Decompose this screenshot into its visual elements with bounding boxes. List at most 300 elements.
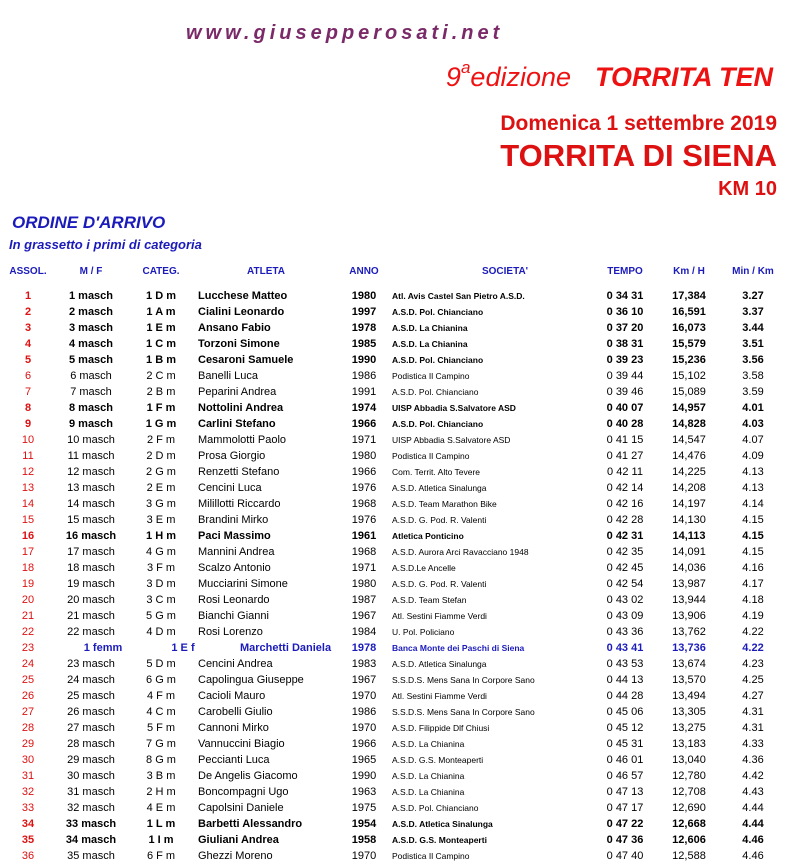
- cell-tempo: 0 39 23: [606, 354, 644, 366]
- cell-tempo: 0 46 01: [606, 754, 644, 766]
- table-row: [0, 736, 785, 752]
- cell-assol: 35: [21, 834, 35, 846]
- cell-assol: 7: [24, 386, 32, 398]
- cell-minkm: 3.56: [742, 354, 764, 366]
- cell-assol: 25: [21, 674, 35, 686]
- cell-anno: 1961: [351, 530, 377, 542]
- cell-anno: 1985: [351, 338, 377, 350]
- cell-atleta: Mammolotti Paolo: [198, 434, 287, 446]
- cell-categ: 4 E m: [146, 802, 176, 814]
- cell-kmh: 15,089: [672, 386, 706, 398]
- cell-minkm: 4.22: [742, 642, 764, 654]
- cell-anno: 1976: [351, 482, 377, 494]
- cell-assol: 20: [21, 594, 35, 606]
- cell-categ: 1 F m: [146, 402, 176, 414]
- cell-categ: 1 I m: [148, 834, 174, 846]
- cell-kmh: 13,275: [672, 722, 706, 734]
- cell-mf: 10 masch: [67, 434, 115, 446]
- cell-tempo: 0 39 46: [606, 386, 644, 398]
- cell-minkm: 4.23: [742, 658, 764, 670]
- cell-mf: 4 masch: [68, 338, 114, 350]
- event-distance: KM 10: [718, 178, 777, 200]
- cell-kmh: 14,225: [672, 466, 706, 478]
- cell-societa: A.S.D. Pol. Chianciano: [392, 803, 479, 813]
- cell-categ: 1 B m: [146, 354, 176, 366]
- cell-categ: 3 E m: [146, 514, 176, 526]
- cell-atleta: Prosa Giorgio: [198, 450, 266, 462]
- cell-mf: 14 masch: [67, 498, 115, 510]
- cell-mf: 13 masch: [67, 482, 115, 494]
- cell-tempo: 0 41 27: [606, 450, 644, 462]
- cell-atleta: Capolsini Daniele: [198, 802, 284, 814]
- cell-assol: 32: [21, 786, 35, 798]
- cell-assol: 1: [24, 290, 32, 302]
- cell-atleta: Scalzo Antonio: [198, 562, 271, 574]
- cell-minkm: 4.16: [742, 562, 764, 574]
- cell-anno: 1974: [351, 402, 377, 414]
- cell-anno: 1984: [351, 626, 377, 638]
- cell-assol: 13: [21, 482, 35, 494]
- cell-kmh: 15,236: [672, 354, 706, 366]
- cell-tempo: 0 36 10: [606, 306, 644, 318]
- cell-minkm: 4.25: [742, 674, 764, 686]
- cell-minkm: 3.27: [742, 290, 764, 302]
- cell-societa: A.S.D. Atletica Sinalunga: [392, 659, 487, 669]
- table-row: [0, 336, 785, 352]
- cell-atleta: Mucciarini Simone: [198, 578, 288, 590]
- cell-tempo: 0 40 07: [606, 402, 644, 414]
- cell-kmh: 12,708: [672, 786, 706, 798]
- cell-minkm: 4.01: [742, 402, 764, 414]
- cell-atleta: Paci Massimo: [198, 530, 271, 542]
- col-header-societa: SOCIETA': [481, 266, 529, 277]
- cell-kmh: 14,113: [672, 530, 706, 542]
- cell-kmh: 12,690: [672, 802, 706, 814]
- cell-minkm: 4.31: [742, 706, 764, 718]
- cell-minkm: 3.44: [742, 322, 764, 334]
- cell-kmh: 13,944: [672, 594, 706, 606]
- site-url: www.giusepperosati.net: [186, 22, 504, 44]
- table-row: [0, 688, 785, 704]
- table-row: [0, 608, 785, 624]
- cell-anno: 1966: [351, 738, 377, 750]
- cell-tempo: 0 43 53: [606, 658, 644, 670]
- cell-tempo: 0 42 31: [606, 530, 644, 542]
- cell-societa: A.S.D. Filippide Dlf Chiusi: [392, 723, 490, 733]
- cell-atleta: Boncompagni Ugo: [198, 786, 289, 798]
- cell-societa: Podistica Il Campino: [392, 451, 470, 461]
- cell-societa: A.S.D. Pol. Chianciano: [392, 307, 484, 317]
- cell-categ: 2 C m: [146, 370, 176, 382]
- cell-minkm: 4.13: [742, 466, 764, 478]
- cell-categ: 6 F m: [146, 850, 176, 862]
- cell-atleta: De Angelis Giacomo: [198, 770, 298, 782]
- col-header-categ: CATEG.: [142, 266, 180, 277]
- cell-anno: 1970: [351, 722, 377, 734]
- table-row: [0, 448, 785, 464]
- cell-minkm: 4.18: [742, 594, 764, 606]
- cell-minkm: 4.13: [742, 482, 764, 494]
- cell-assol: 26: [21, 690, 35, 702]
- cell-mf: 12 masch: [67, 466, 115, 478]
- cell-kmh: 13,494: [672, 690, 706, 702]
- table-row: [0, 480, 785, 496]
- table-row: [0, 432, 785, 448]
- cell-societa: Banca Monte dei Paschi di Siena: [392, 643, 525, 653]
- table-row: [0, 784, 785, 800]
- table-row: [0, 704, 785, 720]
- cell-societa: Atl. Avis Castel San Pietro A.S.D.: [392, 291, 525, 301]
- cell-kmh: 13,762: [672, 626, 706, 638]
- cell-anno: 1970: [351, 690, 377, 702]
- cell-minkm: 4.44: [742, 818, 764, 830]
- cell-societa: A.S.D. G. Pod. R. Valenti: [392, 579, 487, 589]
- table-row: [0, 592, 785, 608]
- cell-minkm: 3.58: [742, 370, 764, 382]
- cell-minkm: 3.59: [742, 386, 764, 398]
- cell-kmh: 14,957: [672, 402, 706, 414]
- cell-atleta: Ghezzi Moreno: [198, 850, 273, 862]
- cell-anno: 1963: [351, 786, 377, 798]
- cell-assol: 6: [24, 370, 32, 382]
- cell-categ: 4 D m: [146, 626, 176, 638]
- cell-minkm: 4.15: [742, 546, 764, 558]
- cell-assol: 10: [21, 434, 35, 446]
- cell-tempo: 0 45 31: [606, 738, 644, 750]
- cell-categ: 2 H m: [146, 786, 176, 798]
- cell-tempo: 0 47 13: [606, 786, 644, 798]
- cell-categ: 4 F m: [146, 690, 176, 702]
- cell-mf: 35 masch: [67, 850, 115, 862]
- cell-minkm: 4.14: [742, 498, 764, 510]
- cell-mf: 7 masch: [70, 386, 112, 398]
- cell-atleta: Milillotti Riccardo: [198, 498, 281, 510]
- cell-kmh: 13,674: [672, 658, 706, 670]
- table-row: [0, 496, 785, 512]
- cell-tempo: 0 44 28: [606, 690, 644, 702]
- cell-atleta: Mannini Andrea: [198, 546, 275, 558]
- cell-categ: 2 E m: [146, 482, 176, 494]
- cell-societa: A.S.D. G.S. Monteaperti: [392, 755, 484, 765]
- cell-mf: 24 masch: [67, 674, 115, 686]
- edition-word: edizione: [470, 62, 571, 92]
- cell-societa: UISP Abbadia S.Salvatore ASD: [392, 403, 516, 413]
- cell-atleta: Carlini Stefano: [198, 418, 276, 430]
- cell-anno: 1997: [351, 306, 377, 318]
- cell-assol: 4: [24, 338, 32, 350]
- cell-categ: 1 H m: [146, 530, 176, 542]
- table-row: [0, 368, 785, 384]
- cell-anno: 1965: [351, 754, 377, 766]
- cell-categ: 8 G m: [146, 754, 176, 766]
- cell-kmh: 12,606: [672, 834, 706, 846]
- cell-minkm: 4.15: [742, 514, 764, 526]
- edition-number: 9: [445, 62, 461, 92]
- cell-atleta: Ansano Fabio: [198, 322, 271, 334]
- cell-assol: 16: [21, 530, 35, 542]
- cell-anno: 1967: [351, 610, 377, 622]
- cell-assol: 17: [21, 546, 35, 558]
- cell-tempo: 0 47 22: [606, 818, 644, 830]
- cell-kmh: 14,476: [672, 450, 706, 462]
- cell-tempo: 0 42 16: [606, 498, 644, 510]
- cell-categ: 2 G m: [146, 466, 176, 478]
- cell-categ: 2 B m: [146, 386, 176, 398]
- cell-kmh: 13,305: [672, 706, 706, 718]
- cell-atleta: Nottolini Andrea: [198, 402, 284, 414]
- cell-assol: 9: [24, 418, 32, 430]
- cell-anno: 1980: [351, 578, 377, 590]
- cell-kmh: 14,828: [672, 418, 706, 430]
- table-row: [0, 400, 785, 416]
- cell-kmh: 14,547: [672, 434, 706, 446]
- col-header-tempo: TEMPO: [607, 266, 643, 277]
- cell-assol: 27: [21, 706, 35, 718]
- cell-minkm: 4.07: [742, 434, 764, 446]
- cell-tempo: 0 47 36: [606, 834, 644, 846]
- cell-societa: S.S.D.S. Mens Sana In Corpore Sano: [392, 707, 535, 717]
- cell-assol: 29: [21, 738, 35, 750]
- cell-assol: 28: [21, 722, 35, 734]
- cell-assol: 14: [21, 498, 35, 510]
- cell-assol: 8: [24, 402, 32, 414]
- cell-tempo: 0 42 35: [606, 546, 644, 558]
- table-row: [0, 672, 785, 688]
- event-place: TORRITA DI SIENA: [500, 138, 777, 173]
- cell-minkm: 4.46: [742, 834, 764, 846]
- cell-assol: 31: [21, 770, 35, 782]
- cell-tempo: 0 43 02: [606, 594, 644, 606]
- cell-kmh: 14,130: [672, 514, 706, 526]
- cell-kmh: 13,736: [672, 642, 706, 654]
- cell-categ: 1 E m: [146, 322, 176, 334]
- cell-minkm: 4.42: [742, 770, 764, 782]
- cell-atleta: Brandini Mirko: [198, 514, 269, 526]
- cell-atleta: Rosi Leonardo: [198, 594, 270, 606]
- table-row: [0, 800, 785, 816]
- cell-assol: 30: [21, 754, 35, 766]
- cell-societa: A.S.D.Le Ancelle: [392, 563, 456, 573]
- cell-tempo: 0 41 15: [606, 434, 644, 446]
- cell-kmh: 12,668: [672, 818, 706, 830]
- cell-kmh: 13,570: [672, 674, 706, 686]
- cell-anno: 1968: [351, 498, 377, 510]
- cell-societa: A.S.D. Atletica Sinalunga: [392, 483, 487, 493]
- cell-tempo: 0 40 28: [606, 418, 644, 430]
- table-row: [0, 832, 785, 848]
- cell-kmh: 14,197: [672, 498, 706, 510]
- cell-anno: 1986: [351, 370, 377, 382]
- cell-minkm: 4.27: [742, 690, 764, 702]
- cell-categ: 3 C m: [146, 594, 176, 606]
- cell-anno: 1978: [351, 642, 377, 654]
- table-row: [0, 304, 785, 320]
- cell-atleta: Rosi Lorenzo: [198, 626, 263, 638]
- cell-societa: UISP Abbadia S.Salvatore ASD: [392, 435, 511, 445]
- cell-societa: Podistica Il Campino: [392, 851, 470, 861]
- cell-kmh: 16,591: [672, 306, 706, 318]
- table-header: [0, 265, 785, 279]
- cell-assol: 2: [24, 306, 32, 318]
- cell-anno: 1978: [351, 322, 377, 334]
- cell-categ: 3 G m: [146, 498, 176, 510]
- cell-categ: 2 D m: [146, 450, 176, 462]
- cell-societa: Podistica Il Campino: [392, 371, 470, 381]
- cell-kmh: 16,073: [672, 322, 706, 334]
- cell-anno: 1954: [351, 818, 377, 830]
- cell-tempo: 0 34 31: [606, 290, 644, 302]
- event-date: Domenica 1 settembre 2019: [500, 112, 777, 135]
- cell-societa: Atl. Sestini Fiamme Verdi: [392, 691, 487, 701]
- table-row: [0, 528, 785, 544]
- table-row: [0, 656, 785, 672]
- edition-title: [445, 58, 773, 93]
- cell-atleta: Cencini Andrea: [198, 658, 273, 670]
- cell-mf: 34 masch: [65, 834, 117, 846]
- col-header-minkm: Min / Km: [732, 266, 774, 277]
- table-row: [0, 624, 785, 640]
- col-header-assol: ASSOL.: [9, 266, 47, 277]
- cell-mf: 2 masch: [68, 306, 114, 318]
- table-row: [0, 848, 785, 864]
- cell-categ: 1 D m: [146, 290, 176, 302]
- cell-tempo: 0 39 44: [606, 370, 644, 382]
- cell-tempo: 0 37 20: [606, 322, 644, 334]
- edition-superscript: a: [460, 58, 471, 77]
- cell-atleta: Capolingua Giuseppe: [198, 674, 304, 686]
- cell-societa: A.S.D. G. Pod. R. Valenti: [392, 515, 487, 525]
- cell-atleta: Torzoni Simone: [198, 338, 280, 350]
- cell-mf: 28 masch: [67, 738, 115, 750]
- cell-minkm: 4.31: [742, 722, 764, 734]
- cell-societa: A.S.D. Pol. Chianciano: [392, 419, 484, 429]
- cell-categ: 3 B m: [146, 770, 176, 782]
- cell-kmh: 15,579: [672, 338, 706, 350]
- cell-assol: 22: [21, 626, 35, 638]
- cell-societa: A.S.D. La Chianina: [392, 339, 468, 349]
- cell-societa: A.S.D. Pol. Chianciano: [392, 355, 484, 365]
- cell-assol: 5: [24, 354, 32, 366]
- cell-kmh: 13,987: [672, 578, 706, 590]
- cell-categ: 5 G m: [146, 610, 176, 622]
- cell-anno: 1991: [351, 386, 377, 398]
- cell-tempo: 0 42 54: [606, 578, 644, 590]
- table-row: [0, 512, 785, 528]
- cell-anno: 1968: [351, 546, 377, 558]
- section-note: In grassetto i primi di categoria: [9, 237, 202, 252]
- cell-societa: A.S.D. La Chianina: [392, 739, 465, 749]
- cell-mf: 16 masch: [65, 530, 117, 542]
- cell-minkm: 4.44: [742, 802, 764, 814]
- cell-societa: Atl. Sestini Fiamme Verdi: [392, 611, 487, 621]
- cell-atleta: Vannuccini Biagio: [198, 738, 285, 750]
- cell-societa: Atletica Ponticino: [392, 531, 464, 541]
- cell-kmh: 14,036: [672, 562, 706, 574]
- cell-societa: A.S.D. Pol. Chianciano: [392, 387, 479, 397]
- cell-anno: 1966: [351, 466, 377, 478]
- cell-kmh: 13,040: [672, 754, 706, 766]
- cell-anno: 1990: [351, 770, 377, 782]
- cell-tempo: 0 42 45: [606, 562, 644, 574]
- cell-mf: 15 masch: [67, 514, 115, 526]
- table-row: [0, 752, 785, 768]
- table-row: [0, 320, 785, 336]
- cell-minkm: 4.33: [742, 738, 764, 750]
- cell-tempo: 0 42 11: [607, 466, 643, 478]
- cell-assol: 11: [22, 450, 34, 462]
- cell-atleta: Renzetti Stefano: [198, 466, 280, 478]
- cell-mf: 1 masch: [68, 290, 114, 302]
- cell-mf: 3 masch: [68, 322, 114, 334]
- cell-tempo: 0 38 31: [606, 338, 644, 350]
- cell-minkm: 4.46: [742, 850, 764, 862]
- cell-mf: 21 masch: [67, 610, 115, 622]
- cell-anno: 1970: [351, 850, 377, 862]
- cell-atleta: Barbetti Alessandro: [198, 818, 303, 830]
- cell-tempo: 0 46 57: [606, 770, 644, 782]
- cell-atleta: Cacioli Mauro: [198, 690, 266, 702]
- cell-mf: 30 masch: [67, 770, 115, 782]
- cell-anno: 1967: [351, 674, 377, 686]
- cell-kmh: 13,906: [672, 610, 706, 622]
- cell-anno: 1986: [351, 706, 377, 718]
- cell-kmh: 12,588: [672, 850, 706, 862]
- cell-atleta: Lucchese Matteo: [198, 290, 288, 302]
- cell-kmh: 13,183: [672, 738, 706, 750]
- cell-assol: 24: [21, 658, 35, 670]
- cell-mf: 17 masch: [67, 546, 115, 558]
- cell-assol: 21: [21, 610, 35, 622]
- cell-mf: 9 masch: [68, 418, 114, 430]
- cell-anno: 1971: [351, 434, 377, 446]
- cell-categ: 1 L m: [146, 818, 176, 830]
- cell-kmh: 15,102: [672, 370, 706, 382]
- cell-categ: 2 F m: [146, 434, 176, 446]
- cell-minkm: 4.22: [742, 626, 764, 638]
- cell-mf: 25 masch: [67, 690, 115, 702]
- cell-assol: 15: [21, 514, 35, 526]
- col-header-kmh: Km / H: [673, 266, 705, 277]
- cell-minkm: 4.17: [742, 578, 764, 590]
- cell-atleta: Cannoni Mirko: [198, 722, 269, 734]
- cell-minkm: 4.03: [742, 418, 764, 430]
- cell-tempo: 0 42 14: [606, 482, 644, 494]
- section-title: ORDINE D'ARRIVO: [12, 213, 166, 232]
- cell-mf: 32 masch: [67, 802, 115, 814]
- cell-minkm: 4.43: [742, 786, 764, 798]
- cell-mf: 11 masch: [67, 450, 115, 462]
- cell-anno: 1980: [351, 450, 377, 462]
- cell-anno: 1980: [351, 290, 377, 302]
- cell-societa: A.S.D. Team Marathon Bike: [392, 499, 497, 509]
- cell-societa: A.S.D. Team Stefan: [392, 595, 467, 605]
- cell-categ: 1 G m: [145, 418, 177, 430]
- cell-mf: 26 masch: [67, 706, 115, 718]
- cell-assol: 19: [21, 578, 35, 590]
- cell-societa: A.S.D. La Chianina: [392, 323, 468, 333]
- cell-assol: 34: [21, 818, 35, 830]
- cell-atleta: Giuliani Andrea: [198, 834, 279, 846]
- table-row: [0, 640, 785, 656]
- cell-tempo: 0 47 17: [606, 802, 644, 814]
- cell-tempo: 0 47 40: [606, 850, 644, 862]
- cell-societa: A.S.D. G.S. Monteaperti: [392, 835, 487, 845]
- cell-mf: 33 masch: [65, 818, 117, 830]
- cell-mf: 29 masch: [67, 754, 115, 766]
- cell-kmh: 14,208: [672, 482, 706, 494]
- cell-categ: 4 C m: [146, 706, 176, 718]
- cell-assol: 33: [21, 802, 35, 814]
